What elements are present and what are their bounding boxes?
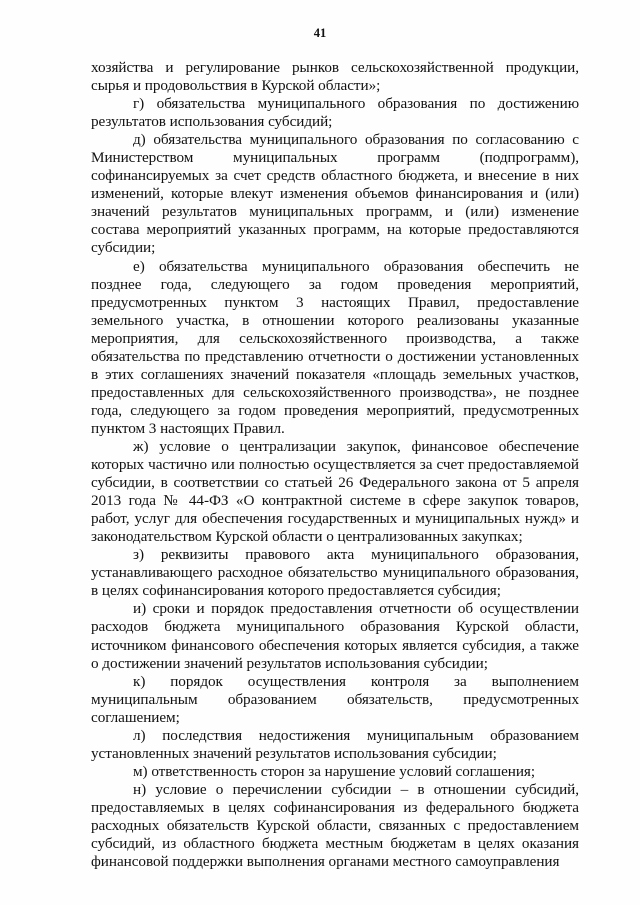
- paragraph-item-k: к) порядок осуществления контроля за выполнением муниципальным образованием обязательств, предусмотренных соглашением;: [91, 672, 579, 726]
- paragraph-item-m: м) ответственность сторон за нарушение условий соглашения;: [133, 762, 536, 780]
- paragraph-item-l: л) последствия недостижения муниципальным образованием установленных значений результатов использования субсидии;: [91, 726, 579, 762]
- paragraph-item-e: е) обязательства муниципального образования обеспечить не позднее года, следующего за годом проведения мероприятий, предусмотренных пунктом 3 настоящих Правил, предоставление земельного участка, в отношении которого реализованы указанные мероприятия, для сельскохозяйственного производства, а также обязательства по представлению отчетности о достижении установленных в этих соглашениях значений показателя «площадь земельных участков, предоставленных для сельскохозяйственного производства», не позднее года, следующего за годом проведения мероприятий, предусмотренных пунктом 3 настоящих Правил.: [91, 257, 579, 437]
- document-body: [91, 59, 579, 871]
- paragraph-item-zh: ж) условие о централизации закупок, финансовое обеспечение которых частично или полностью осуществляется за счет предоставляемой субсидии, в соответствии со статьей 26 Федерального закона от 5 апреля 2013 года № 44-ФЗ «О контрактной системе в сфере закупок товаров, работ, услуг для обеспечения государственных и муниципальных нужд» и законодательством Курской области о централизованных закупках;: [91, 437, 579, 546]
- page-number: 41: [313, 26, 327, 40]
- paragraph-item-d: д) обязательства муниципального образования по согласованию с Министерством муниципальных программ (подпрограмм), софинансируемых за счет средств областного бюджета, и внесение в них изменений, которые влекут изменения объемов финансирования и (или) значений результатов муниципальных программ, и (или) изменение состава мероприятий указанных программ, на которые предоставляются субсидии;: [91, 131, 579, 257]
- paragraph-item-i: и) сроки и порядок предоставления отчетности об осуществлении расходов бюджета муниципального образования Курской области, источником финансового обеспечения которых является субсидия, а также о достижении значений результатов использования субсидии;: [91, 600, 579, 672]
- paragraph-continuation: хозяйства и регулирование рынков сельскохозяйственной продукции, сырья и продовольствия в Курской области»;: [91, 59, 579, 95]
- paragraph-item-z: з) реквизиты правового акта муниципального образования, устанавливающего расходное обязательство муниципального образования, в целях софинансирования которого предоставляется субсидия;: [91, 546, 579, 600]
- paragraph-item-n: н) условие о перечислении субсидии – в отношении субсидий, предоставляемых в целях софинансирования из федерального бюджета расходных обязательств Курской области, связанных с предоставлением субсидий, из областного бюджета местным бюджетам в целях оказания финансовой поддержки выполнения органами местного самоуправления: [91, 780, 579, 871]
- paragraph-item-g: г) обязательства муниципального образования по достижению результатов использования субсидий;: [91, 95, 579, 131]
